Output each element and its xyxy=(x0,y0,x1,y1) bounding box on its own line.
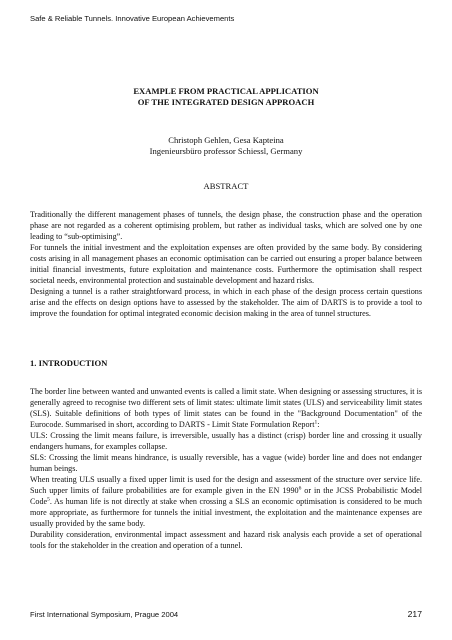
intro-text: . As human life is not directly at stake when crossing a SLS an economic optimisation is considered to be much more appropriate, as furthermore for tunnels the initial investment, the exploitation and the maintenance expenses are usually provided by the same body. xyxy=(30,497,422,528)
author-names: Christoph Gehlen, Gesa Kapteina xyxy=(168,135,284,145)
intro-text: When treating ULS usually a fixed upper limit is used for the design and assessment of the structure over service life. Such upper limits of failure probabilities are for example given in the EN 1990 xyxy=(30,475,422,495)
intro-paragraph: ULS: Crossing the limit means failure, is irreversible, usually has a distinct (crisp) border line and crossing it usually endangers humans, for examples collapse. xyxy=(30,431,422,451)
abstract-body xyxy=(30,209,422,319)
abstract-paragraph: Designing a tunnel is a rather straightforward process, in which in each phase of the design process certain questions arise and the effects on design options have to assessed by the stakeholder. The aim of DARTS is to provide a tool to improve the foundation for optimal integrated economic decision making in the area of tunnel structures. xyxy=(30,287,422,318)
footnote-ref: 6 xyxy=(298,485,302,492)
abstract-paragraph: Traditionally the different management phases of tunnels, the design phase, the construction phase and the operation phase are not regarded as a coherent optimising problem, but rather as individual tasks, which are solved one by one leading to “sub-optimising”. xyxy=(30,210,422,241)
running-header: Safe & Reliable Tunnels. Innovative European Achievements xyxy=(30,14,235,23)
paper-title xyxy=(30,86,422,108)
intro-paragraph xyxy=(30,474,422,529)
footnote-ref: 5 xyxy=(47,496,50,503)
author-affiliation: Ingenieursbüro professor Schiessl, Germany xyxy=(149,146,303,156)
intro-paragraph xyxy=(30,386,422,430)
footnote-ref: 1 xyxy=(314,419,318,426)
abstract-heading: ABSTRACT xyxy=(203,181,249,191)
footer-symposium: First International Symposium, Prague 2004 xyxy=(30,610,179,619)
section-heading-introduction: 1. INTRODUCTION xyxy=(30,358,108,368)
title-line-2: OF THE INTEGRATED DESIGN APPROACH xyxy=(137,97,315,107)
intro-text: The border line between wanted and unwanted events is called a limit state. When designing or assessing structures, it is generally agreed to recognise two different sets of limit states: ultimate limit states (ULS) and serviceability limit states (SLS). Suitable definitions of both types of limit states can be found in the "Background Documentation" of the Eurocode. Summarised in short, according to DARTS - Limit State Formulation Report xyxy=(30,387,422,429)
author-block xyxy=(30,135,422,157)
intro-text: or in the JCSS Probabilistic Model Code xyxy=(30,486,423,506)
title-line-1: EXAMPLE FROM PRACTICAL APPLICATION xyxy=(133,86,319,96)
intro-paragraph: SLS: Crossing the limit means hindrance, is usually reversible, has a vague (wide) border line and does not endanger human beings. xyxy=(30,453,422,473)
introduction-body xyxy=(30,386,422,551)
abstract-paragraph: For tunnels the initial investment and the exploitation expenses are often provided by the same body. By considering costs arising in all management phases an economic optimisation can be carried out ensuring a proper balance between initial financial investments, future exploitation and maintenance costs. Furthermore the optimisation shall respect societal needs, environmental protection and sustainable development and hazard risks. xyxy=(30,243,422,285)
intro-paragraph: Durability consideration, environmental impact assessment and hazard risk analysis each provide a set of operational tools for the stakeholder in the creation and operation of a tunnel. xyxy=(30,530,422,550)
page-number: 217 xyxy=(407,609,422,619)
intro-text: : xyxy=(317,420,320,429)
